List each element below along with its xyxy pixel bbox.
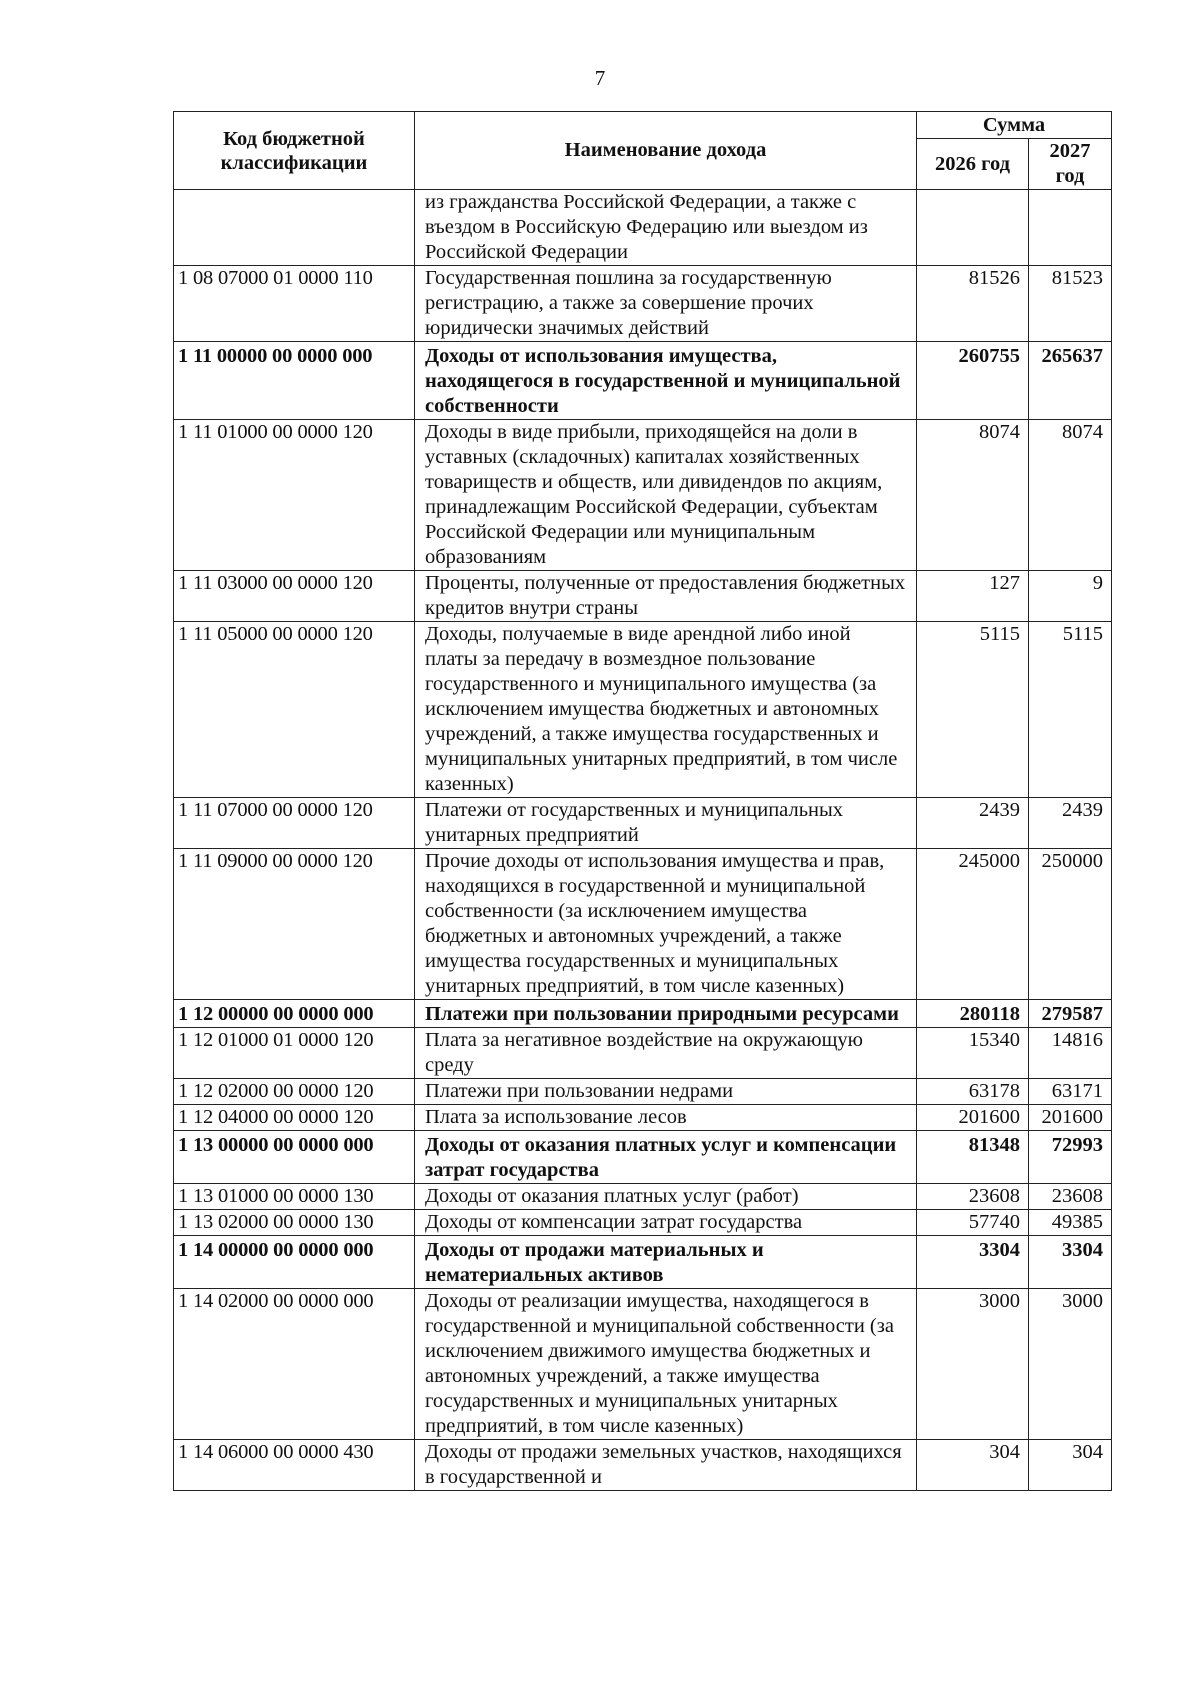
code-cell: 1 11 00000 00 0000 000 [174, 342, 415, 420]
amount-2026-cell: 245000 [917, 849, 1029, 1000]
page-number: 7 [594, 66, 606, 90]
amount-2026-cell: 201600 [917, 1105, 1029, 1131]
table-row [174, 1440, 1112, 1491]
amount-2027-cell: 3304 [1029, 1236, 1112, 1289]
table-row [174, 1028, 1112, 1079]
amount-2026-cell: 23608 [917, 1184, 1029, 1210]
name-cell: Доходы от использования имущества, находящегося в государственной и муниципальной собственности [415, 342, 917, 420]
code-cell: 1 11 07000 00 0000 120 [174, 798, 415, 849]
amount-2027-cell [1029, 190, 1112, 266]
code-cell: 1 14 06000 00 0000 430 [174, 1440, 415, 1491]
amount-2027-cell: 265637 [1029, 342, 1112, 420]
table-row [174, 849, 1112, 1000]
amount-2026-cell [917, 190, 1029, 266]
name-cell: Доходы в виде прибыли, приходящейся на доли в уставных (складочных) капиталах хозяйственных товариществ и обществ, или дивидендов по акциям, принадлежащим Российской Федерации, субъектам Российской Федерации или муниципальным образованиям [415, 420, 917, 571]
amount-2026-cell: 63178 [917, 1079, 1029, 1105]
amount-2026-cell: 260755 [917, 342, 1029, 420]
amount-2027-cell: 5115 [1029, 622, 1112, 798]
table-row [174, 420, 1112, 571]
name-cell: Платежи при пользовании недрами [415, 1079, 917, 1105]
table-row [174, 266, 1112, 342]
amount-2026-cell: 81348 [917, 1131, 1029, 1184]
name-cell: Доходы от оказания платных услуг (работ) [415, 1184, 917, 1210]
amount-2027-cell: 49385 [1029, 1210, 1112, 1236]
table-row [174, 342, 1112, 420]
code-cell: 1 08 07000 01 0000 110 [174, 266, 415, 342]
name-cell: Платежи от государственных и муниципальных унитарных предприятий [415, 798, 917, 849]
table-row [174, 571, 1112, 622]
table-header [174, 112, 1112, 190]
amount-2026-cell: 8074 [917, 420, 1029, 571]
amount-2027-cell: 8074 [1029, 420, 1112, 571]
amount-2027-cell: 3000 [1029, 1289, 1112, 1440]
amount-2027-cell: 81523 [1029, 266, 1112, 342]
name-cell: Плата за использование лесов [415, 1105, 917, 1131]
amount-2026-cell: 81526 [917, 266, 1029, 342]
name-cell: Платежи при пользовании природными ресурсами [415, 1000, 917, 1028]
code-cell: 1 11 03000 00 0000 120 [174, 571, 415, 622]
name-cell: Доходы от компенсации затрат государства [415, 1210, 917, 1236]
code-cell: 1 12 04000 00 0000 120 [174, 1105, 415, 1131]
amount-2026-cell: 127 [917, 571, 1029, 622]
name-cell: Доходы от оказания платных услуг и компенсации затрат государства [415, 1131, 917, 1184]
amount-2026-cell: 5115 [917, 622, 1029, 798]
amount-2027-cell: 72993 [1029, 1131, 1112, 1184]
amount-2027-cell: 201600 [1029, 1105, 1112, 1131]
table-row [174, 1000, 1112, 1028]
name-cell: Доходы, получаемые в виде арендной либо иной платы за передачу в возмездное пользование государственного и муниципального имущества (за исключением имущества бюджетных и автономных учреждений, а также имущества государственных и муниципальных унитарных предприятий, в том числе казенных) [415, 622, 917, 798]
name-cell: Плата за негативное воздействие на окружающую среду [415, 1028, 917, 1079]
code-cell: 1 11 05000 00 0000 120 [174, 622, 415, 798]
name-cell: Доходы от продажи земельных участков, находящихся в государственной и [415, 1440, 917, 1491]
amount-2027-cell: 250000 [1029, 849, 1112, 1000]
revenue-table [173, 111, 1112, 1491]
code-cell: 1 12 02000 00 0000 120 [174, 1079, 415, 1105]
header-sum: Сумма [917, 112, 1112, 139]
amount-2026-cell: 3000 [917, 1289, 1029, 1440]
name-cell: Прочие доходы от использования имущества и прав, находящихся в государственной и муниципальной собственности (за исключением имущества бюджетных и автономных учреждений, а также имущества государственных и муниципальных унитарных предприятий, в том числе казенных) [415, 849, 917, 1000]
table-row [174, 1289, 1112, 1440]
name-cell: Доходы от продажи материальных и нематериальных активов [415, 1236, 917, 1289]
header-year-2027: 2027 год [1029, 139, 1112, 190]
code-cell: 1 13 01000 00 0000 130 [174, 1184, 415, 1210]
amount-2026-cell: 2439 [917, 798, 1029, 849]
code-cell: 1 13 02000 00 0000 130 [174, 1210, 415, 1236]
table-row [174, 1236, 1112, 1289]
table-row [174, 622, 1112, 798]
amount-2027-cell: 2439 [1029, 798, 1112, 849]
name-cell: из гражданства Российской Федерации, а также с въездом в Российскую Федерацию или выездом из Российской Федерации [415, 190, 917, 266]
amount-2027-cell: 63171 [1029, 1079, 1112, 1105]
amount-2026-cell: 280118 [917, 1000, 1029, 1028]
amount-2027-cell: 9 [1029, 571, 1112, 622]
header-name: Наименование дохода [415, 112, 917, 190]
table-row [174, 1210, 1112, 1236]
amount-2026-cell: 3304 [917, 1236, 1029, 1289]
table-row [174, 1105, 1112, 1131]
amount-2026-cell: 15340 [917, 1028, 1029, 1079]
amount-2027-cell: 14816 [1029, 1028, 1112, 1079]
code-cell: 1 12 00000 00 0000 000 [174, 1000, 415, 1028]
code-cell: 1 11 09000 00 0000 120 [174, 849, 415, 1000]
code-cell [174, 190, 415, 266]
amount-2027-cell: 23608 [1029, 1184, 1112, 1210]
name-cell: Доходы от реализации имущества, находящегося в государственной и муниципальной собственности (за исключением движимого имущества бюджетных и автономных учреждений, а также имущества государственных и муниципальных унитарных предприятий, в том числе казенных) [415, 1289, 917, 1440]
amount-2027-cell: 279587 [1029, 1000, 1112, 1028]
amount-2027-cell: 304 [1029, 1440, 1112, 1491]
header-code: Код бюджетной классификации [174, 112, 415, 190]
code-cell: 1 13 00000 00 0000 000 [174, 1131, 415, 1184]
name-cell: Проценты, полученные от предоставления бюджетных кредитов внутри страны [415, 571, 917, 622]
table-body [174, 190, 1112, 1491]
table-row [174, 1079, 1112, 1105]
amount-2026-cell: 304 [917, 1440, 1029, 1491]
amount-2026-cell: 57740 [917, 1210, 1029, 1236]
code-cell: 1 11 01000 00 0000 120 [174, 420, 415, 571]
table-row [174, 798, 1112, 849]
code-cell: 1 12 01000 01 0000 120 [174, 1028, 415, 1079]
header-year-2026: 2026 год [917, 139, 1029, 190]
name-cell: Государственная пошлина за государственную регистрацию, а также за совершение прочих юридически значимых действий [415, 266, 917, 342]
table-row [174, 1184, 1112, 1210]
table-row [174, 190, 1112, 266]
code-cell: 1 14 00000 00 0000 000 [174, 1236, 415, 1289]
code-cell: 1 14 02000 00 0000 000 [174, 1289, 415, 1440]
table-row [174, 1131, 1112, 1184]
